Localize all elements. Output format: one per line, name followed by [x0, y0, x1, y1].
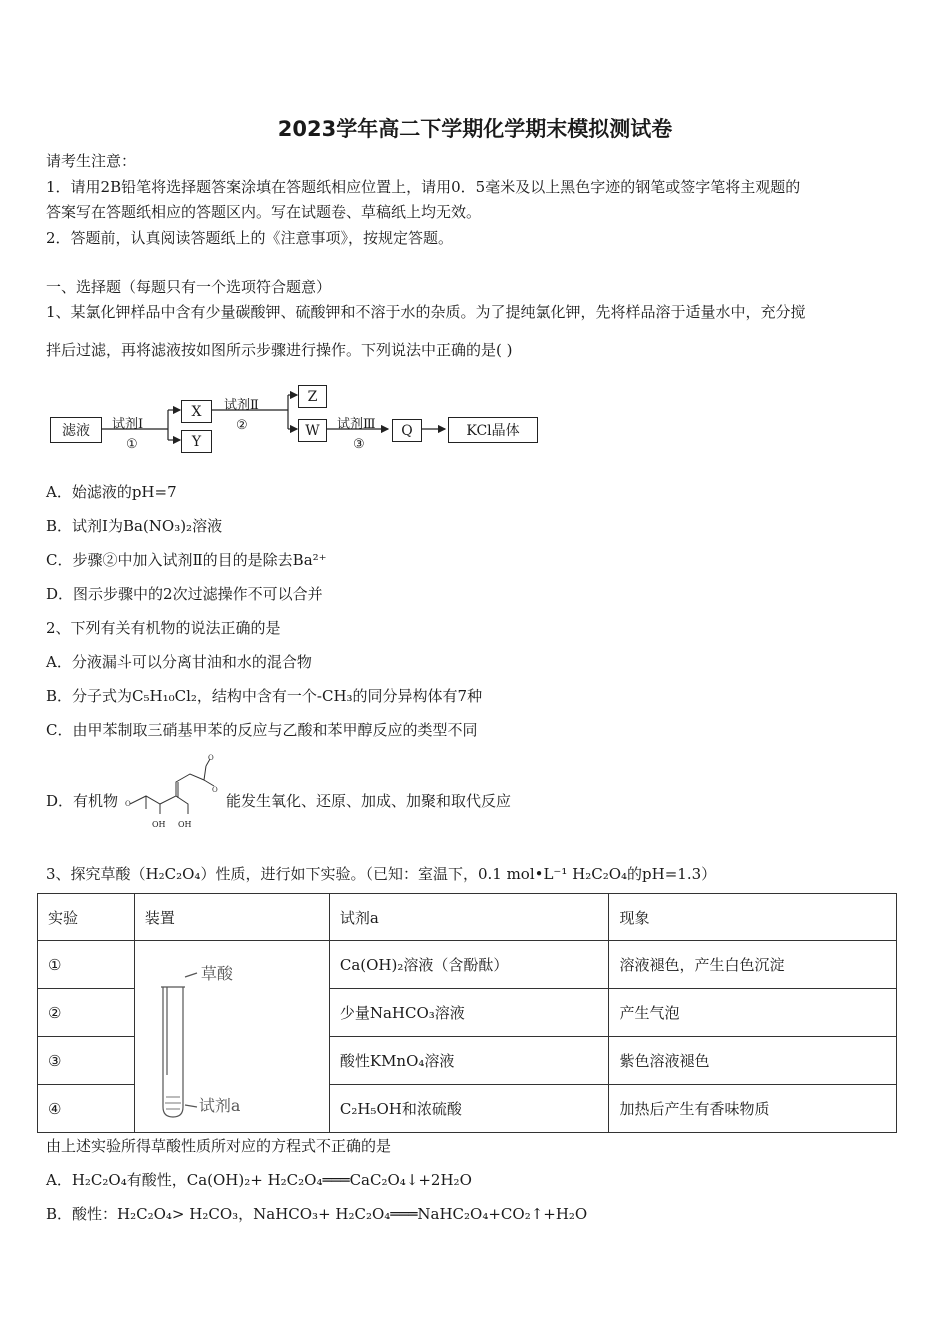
svg-text:O: O — [125, 800, 131, 808]
page-title: 2023学年高二下学期化学期末模拟测试卷 — [277, 117, 673, 141]
row-number: ② — [38, 989, 135, 1037]
notice-line-1b: 答案写在答题纸相应的答题区内。写在试题卷、草稿纸上均无效。 — [46, 203, 482, 221]
q3-after-table: 由上述实验所得草酸性质所对应的方程式不正确的是 — [46, 1137, 392, 1155]
box-q: Q — [392, 419, 422, 442]
row-phenomenon: 紫色溶液褪色 — [609, 1037, 897, 1085]
structure-oh-1: OH — [152, 820, 166, 829]
row-phenomenon: 产生气泡 — [609, 989, 897, 1037]
box-w: W — [298, 419, 327, 442]
q3-stem: 3、探究草酸（H₂C₂O₄）性质，进行如下实验。（已知：室温下，0.1 mol•L⁻¹ H₂C₂O₄的pH=1.3） — [46, 865, 717, 883]
row-reagent: C₂H₅OH和浓硫酸 — [329, 1085, 609, 1133]
row-number: ① — [38, 941, 135, 989]
label-step-2: ② — [236, 418, 248, 433]
box-z: Z — [298, 385, 327, 408]
q2-stem: 2、下列有关有机物的说法正确的是 — [46, 619, 281, 637]
table-row — [38, 941, 897, 989]
table-header-row — [38, 894, 897, 941]
structure-drawing — [124, 752, 224, 832]
label-reagent-1: 试剂Ⅰ — [112, 417, 144, 432]
q3-option-b: B．酸性：H₂C₂O₄> H₂CO₃，NaHCO₃+ H₂C₂O₄═══NaHC₂O₄+CO₂↑+H₂O — [46, 1205, 588, 1223]
svg-text:O: O — [212, 786, 218, 794]
header-experiment: 实验 — [38, 894, 135, 941]
process-flow-diagram — [40, 380, 560, 460]
svg-text:O: O — [208, 754, 214, 762]
q2-option-b: B．分子式为C₅H₁₀Cl₂，结构中含有一个-CH₃的同分异构体有7种 — [46, 687, 483, 705]
row-reagent: 酸性KMnO₄溶液 — [329, 1037, 609, 1085]
q3-option-a: A．H₂C₂O₄有酸性，Ca(OH)₂+ H₂C₂O₄═══CaC₂O₄↓+2H₂O — [46, 1171, 472, 1189]
notice-heading: 请考生注意： — [46, 152, 137, 170]
q2-option-d-prefix: D．有机物 — [46, 792, 119, 810]
q2-option-d-suffix: 能发生氧化、还原、加成、加聚和取代反应 — [226, 792, 512, 810]
header-phenomenon: 现象 — [609, 894, 897, 941]
row-reagent: 少量NaHCO₃溶液 — [329, 989, 609, 1037]
row-number: ③ — [38, 1037, 135, 1085]
apparatus-label-oxalic: 草酸 — [200, 963, 233, 983]
label-step-3: ③ — [353, 437, 365, 452]
q1-stem-2: 拌后过滤，再将滤液按如图所示步骤进行操作。下列说法中正确的是( ) — [46, 341, 513, 359]
box-y: Y — [181, 430, 212, 453]
row-number: ④ — [38, 1085, 135, 1133]
q1-stem-1: 1、某氯化钾样品中含有少量碳酸钾、硫酸钾和不溶于水的杂质。为了提纯氯化钾，先将样品溶于适量水中，充分搅 — [46, 303, 806, 321]
label-step-1: ① — [126, 437, 138, 452]
box-x: X — [181, 400, 212, 423]
box-filtrate: 滤液 — [50, 417, 102, 443]
q1-option-b: B．试剂Ⅰ为Ba(NO₃)₂溶液 — [46, 517, 223, 535]
row-phenomenon: 加热后产生有香味物质 — [609, 1085, 897, 1133]
apparatus-cell — [134, 941, 329, 1133]
box-kcl-crystal: KCl晶体 — [448, 417, 538, 443]
header-reagent: 试剂a — [329, 894, 609, 941]
label-reagent-3: 试剂Ⅲ — [337, 417, 376, 432]
q1-option-d: D．图示步骤中的2次过滤操作不可以合并 — [46, 585, 323, 603]
q1-option-a: A．始滤液的pH=7 — [46, 483, 177, 501]
q1-option-c: C．步骤②中加入试剂Ⅱ的目的是除去Ba²⁺ — [46, 551, 327, 569]
q2-option-c: C．由甲苯制取三硝基甲苯的反应与乙酸和苯甲醇反应的类型不同 — [46, 721, 478, 739]
organic-structure — [124, 752, 224, 832]
apparatus-label-reagent: 试剂a — [198, 1095, 241, 1115]
label-reagent-2: 试剂Ⅱ — [224, 398, 259, 413]
experiment-table — [37, 893, 897, 1133]
row-reagent: Ca(OH)₂溶液（含酚酞） — [329, 941, 609, 989]
section-heading: 一、选择题（每题只有一个选项符合题意） — [46, 278, 332, 296]
structure-oh-2: OH — [178, 820, 192, 829]
notice-line-2: 2．答题前，认真阅读答题纸上的《注意事项》，按规定答题。 — [46, 229, 454, 247]
row-phenomenon: 溶液褪色，产生白色沉淀 — [609, 941, 897, 989]
header-apparatus: 装置 — [134, 894, 329, 941]
q2-option-a: A．分液漏斗可以分离甘油和水的混合物 — [46, 653, 312, 671]
notice-line-1: 1．请用2B铅笔将选择题答案涂填在答题纸相应位置上，请用0．5毫米及以上黑色字迹的钢笔或签字笔将主观题的 — [46, 178, 801, 196]
